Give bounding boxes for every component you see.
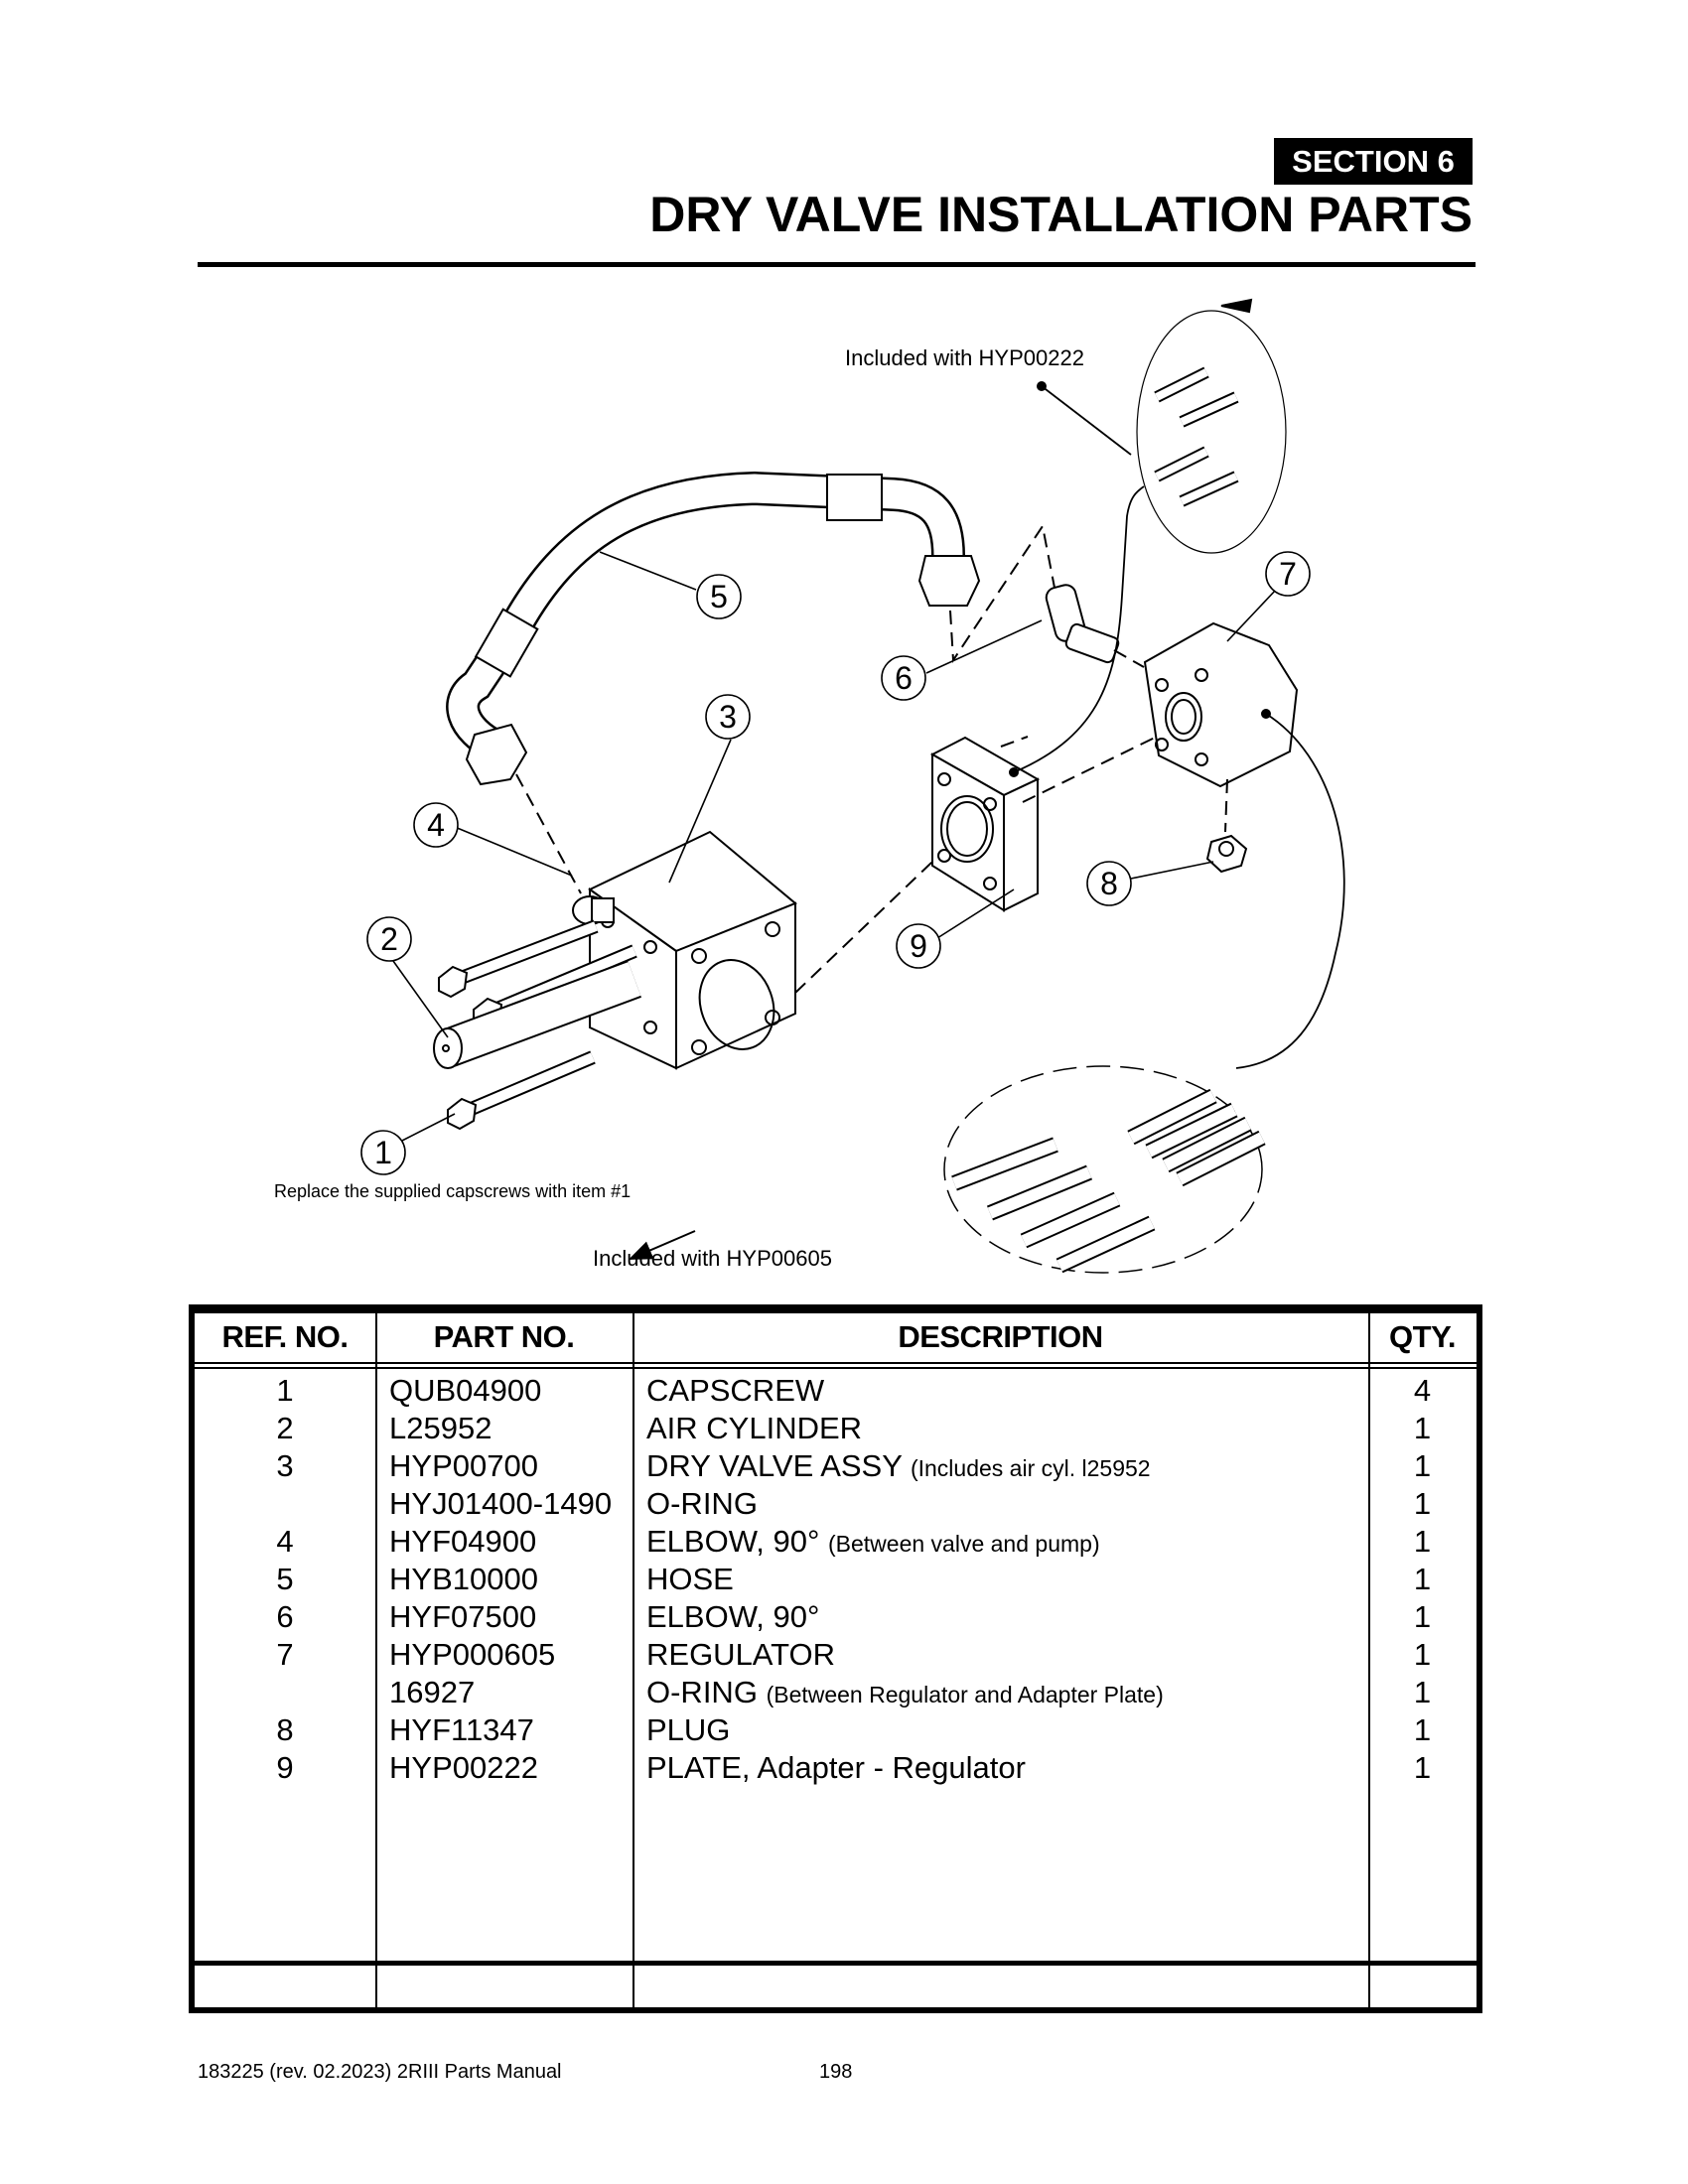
svg-text:6: 6 xyxy=(895,660,913,696)
table-footer-divider xyxy=(195,1961,1477,1966)
part-no: HYF11347 xyxy=(389,1712,534,1747)
ref-no: 5 xyxy=(276,1562,294,1596)
note-included-hyp00222: Included with HYP00222 xyxy=(845,345,1084,370)
table-row xyxy=(195,1749,1477,1787)
part-no: 16927 xyxy=(389,1675,476,1709)
description xyxy=(646,1598,819,1638)
callout-3 xyxy=(706,695,750,739)
svg-text:2: 2 xyxy=(380,921,398,957)
adapter-plate-part-9 xyxy=(932,738,1038,910)
table-row xyxy=(195,1561,1477,1598)
description-text: REGULATOR xyxy=(646,1637,836,1672)
description-text: HOSE xyxy=(646,1562,734,1596)
qty: 1 xyxy=(1413,1411,1432,1445)
svg-text:7: 7 xyxy=(1279,556,1297,592)
part-no: HYP00700 xyxy=(389,1448,538,1483)
callout-6 xyxy=(882,656,925,700)
description xyxy=(646,1561,734,1600)
elbow-part-6 xyxy=(1045,583,1120,664)
table-row xyxy=(195,1372,1477,1410)
table-row xyxy=(195,1674,1477,1711)
description-text: PLUG xyxy=(646,1712,731,1747)
ref-no: 1 xyxy=(276,1373,294,1408)
header-divider xyxy=(195,1367,1477,1369)
description xyxy=(646,1410,862,1449)
svg-text:8: 8 xyxy=(1100,866,1118,901)
plug-part-8 xyxy=(1207,836,1246,872)
description xyxy=(646,1749,1026,1789)
description-note: (Between valve and pump) xyxy=(828,1531,1100,1557)
description-text: PLATE, Adapter - Regulator xyxy=(646,1750,1026,1785)
table-row xyxy=(195,1523,1477,1561)
ref-no: 2 xyxy=(276,1411,294,1445)
page-number: 198 xyxy=(819,2061,853,2083)
qty: 1 xyxy=(1413,1675,1432,1709)
note-replace-capscrews: Replace the supplied capscrews with item #1 xyxy=(274,1181,632,1201)
callout-7 xyxy=(1266,552,1310,596)
svg-text:5: 5 xyxy=(710,579,728,614)
header-qty: QTY. xyxy=(1389,1319,1456,1354)
description xyxy=(646,1372,824,1412)
description-text: DRY VALVE ASSY xyxy=(646,1448,903,1483)
description xyxy=(646,1711,730,1751)
ref-no: 9 xyxy=(276,1750,294,1785)
callout-2 xyxy=(367,917,411,961)
description-text: AIR CYLINDER xyxy=(646,1411,863,1445)
description xyxy=(646,1636,835,1676)
part-no: L25952 xyxy=(389,1411,492,1445)
qty: 1 xyxy=(1413,1486,1432,1521)
ref-no: 4 xyxy=(276,1524,294,1559)
description-note: (Includes air cyl. l25952 xyxy=(910,1455,1151,1481)
callout-8 xyxy=(1087,862,1131,905)
table-row xyxy=(195,1485,1477,1523)
svg-text:1: 1 xyxy=(374,1135,392,1170)
qty: 4 xyxy=(1413,1373,1432,1408)
note-included-hyp00605: Included with HYP00605 xyxy=(593,1246,832,1271)
table-row xyxy=(195,1711,1477,1749)
qty: 1 xyxy=(1413,1599,1432,1634)
part-no: HYP000605 xyxy=(389,1637,556,1672)
parts-table xyxy=(189,1304,1482,2013)
svg-text:3: 3 xyxy=(719,699,737,735)
description-text: CAPSCREW xyxy=(646,1373,825,1408)
part-no: HYF07500 xyxy=(389,1599,537,1634)
header-ref-no: REF. NO. xyxy=(221,1319,349,1354)
ref-no: 3 xyxy=(276,1448,294,1483)
page-title: DRY VALVE INSTALLATION PARTS xyxy=(649,187,1473,242)
description-text: ELBOW, 90° xyxy=(646,1599,820,1634)
detail-hyp00222-capscrews xyxy=(1137,300,1286,553)
callout-9 xyxy=(897,924,940,968)
qty: 1 xyxy=(1413,1524,1432,1559)
header-part-no: PART NO. xyxy=(433,1319,575,1354)
description xyxy=(646,1447,1151,1487)
callout-4 xyxy=(414,803,458,847)
part-no: HYB10000 xyxy=(389,1562,538,1596)
ref-no: 8 xyxy=(276,1712,294,1747)
callout-5 xyxy=(697,575,741,618)
qty: 1 xyxy=(1413,1750,1432,1785)
part-no: HYP00222 xyxy=(389,1750,538,1785)
table-row xyxy=(195,1447,1477,1485)
qty: 1 xyxy=(1413,1637,1432,1672)
part-no: HYF04900 xyxy=(389,1524,537,1559)
table-row xyxy=(195,1410,1477,1447)
description-text: O-RING xyxy=(646,1675,758,1709)
description xyxy=(646,1523,1100,1563)
header-description: DESCRIPTION xyxy=(898,1319,1103,1354)
part-no: HYJ01400-1490 xyxy=(389,1486,613,1521)
svg-text:9: 9 xyxy=(910,928,927,964)
svg-text:4: 4 xyxy=(427,807,445,843)
callout-1 xyxy=(361,1131,405,1174)
description xyxy=(646,1674,1164,1713)
qty: 1 xyxy=(1413,1562,1432,1596)
header-divider xyxy=(195,1362,1477,1364)
ref-no: 6 xyxy=(276,1599,294,1634)
description xyxy=(646,1485,758,1525)
qty: 1 xyxy=(1413,1712,1432,1747)
ref-no: 7 xyxy=(276,1637,294,1672)
description-text: O-RING xyxy=(646,1486,758,1521)
section-badge: SECTION 6 xyxy=(1274,138,1473,185)
part-no: QUB04900 xyxy=(389,1373,542,1408)
detail-hyp00605-capscrews xyxy=(944,1066,1262,1273)
description-text: ELBOW, 90° xyxy=(646,1524,820,1559)
footer-manual-info: 183225 (rev. 02.2023) 2RIII Parts Manual xyxy=(198,2061,562,2083)
regulator-part-7 xyxy=(1145,623,1297,786)
table-row xyxy=(195,1636,1477,1674)
qty: 1 xyxy=(1413,1448,1432,1483)
description-note: (Between Regulator and Adapter Plate) xyxy=(766,1682,1164,1707)
table-row xyxy=(195,1598,1477,1636)
